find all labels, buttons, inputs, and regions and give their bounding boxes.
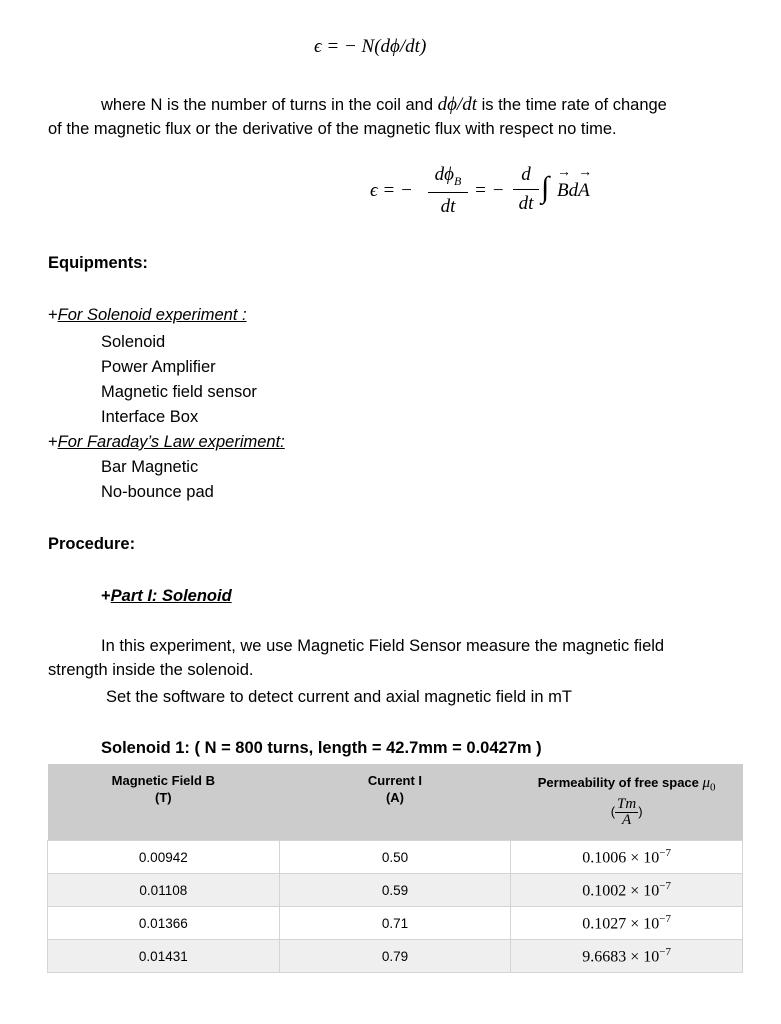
header-current: Current I (A) xyxy=(279,764,511,841)
cell-current: 0.59 xyxy=(279,874,511,907)
cell-current: 0.50 xyxy=(279,841,511,874)
solenoid-data-table xyxy=(47,764,743,973)
procedure-heading: Procedure: xyxy=(48,535,136,553)
eq2-fraction-1: $d\phi_B$ dt xyxy=(428,164,468,218)
table-row xyxy=(48,907,743,940)
eq2-fraction-2: d dt xyxy=(513,164,539,215)
part-1-heading: +Part I: Solenoid xyxy=(101,587,232,605)
cell-current: 0.79 xyxy=(279,940,511,973)
cell-permeability: $9.6683 \times 10^{-7}$ xyxy=(511,940,743,973)
vector-b: → B xyxy=(557,180,569,202)
cell-current: 0.71 xyxy=(279,907,511,940)
explanation-line-1: where N is the number of turns in the coil and dϕ/dt is the time rate of change xyxy=(101,94,667,115)
equipment-item: Solenoid xyxy=(101,333,166,351)
faraday-equipment-label: +For Faraday’s Law experiment: xyxy=(48,433,285,451)
eq2-lhs: ϵ = − xyxy=(370,180,413,201)
procedure-paragraph-line-1: In this experiment, we use Magnetic Field Sensor measure the magnetic field xyxy=(101,637,665,655)
explanation-line-2: of the magnetic flux or the derivative of the magnetic flux with respect no time. xyxy=(48,120,617,138)
integral-sign: ∫ xyxy=(541,171,550,204)
cell-magnetic-field: 0.01108 xyxy=(48,874,280,907)
cell-permeability: $0.1002 \times 10^{-7}$ xyxy=(511,874,743,907)
equipment-item: Interface Box xyxy=(101,408,199,426)
table-title: Solenoid 1: ( N = 800 turns, length = 42.7mm = 0.0427m ) xyxy=(101,739,542,757)
vector-a: → A xyxy=(578,180,590,202)
table-row xyxy=(48,940,743,973)
equipment-item: Power Amplifier xyxy=(101,358,216,376)
cell-permeability: $0.1006 \times 10^{-7}$ xyxy=(511,841,743,874)
equation-rhs: = − N(dϕ/dt) xyxy=(326,36,427,57)
equipments-heading: Equipments: xyxy=(48,254,148,272)
cell-permeability: $0.1027 \times 10^{-7}$ xyxy=(511,907,743,940)
cell-magnetic-field: 0.01431 xyxy=(48,940,280,973)
procedure-paragraph-line-2: strength inside the solenoid. xyxy=(48,661,254,679)
eq2-equals: = − xyxy=(474,180,505,201)
solenoid-equipment-label: +For Solenoid experiment : xyxy=(48,306,247,324)
cell-magnetic-field: 0.01366 xyxy=(48,907,280,940)
header-permeability: Permeability of free space $\mu_0$ ( $\frac{Tm}{A}$ ) xyxy=(511,764,743,841)
emf-symbol: ϵ xyxy=(314,36,322,57)
flux-rate-math: dϕ/dt xyxy=(437,94,477,115)
table-header-row xyxy=(48,764,743,841)
faraday-equation xyxy=(314,36,426,58)
equipment-item: No-bounce pad xyxy=(101,483,214,501)
table-row xyxy=(48,874,743,907)
eq2-integrand: → Bd→ A xyxy=(557,180,590,202)
equipment-item: Bar Magnetic xyxy=(101,458,199,476)
table-row xyxy=(48,841,743,874)
software-instruction: Set the software to detect current and axial magnetic field in mT xyxy=(106,688,572,706)
permeability-unit: $\frac{Tm}{A}$ xyxy=(617,795,637,828)
cell-magnetic-field: 0.00942 xyxy=(48,841,280,874)
equipment-item: Magnetic field sensor xyxy=(101,383,257,401)
header-magnetic-field: Magnetic Field B (T) xyxy=(48,764,280,841)
